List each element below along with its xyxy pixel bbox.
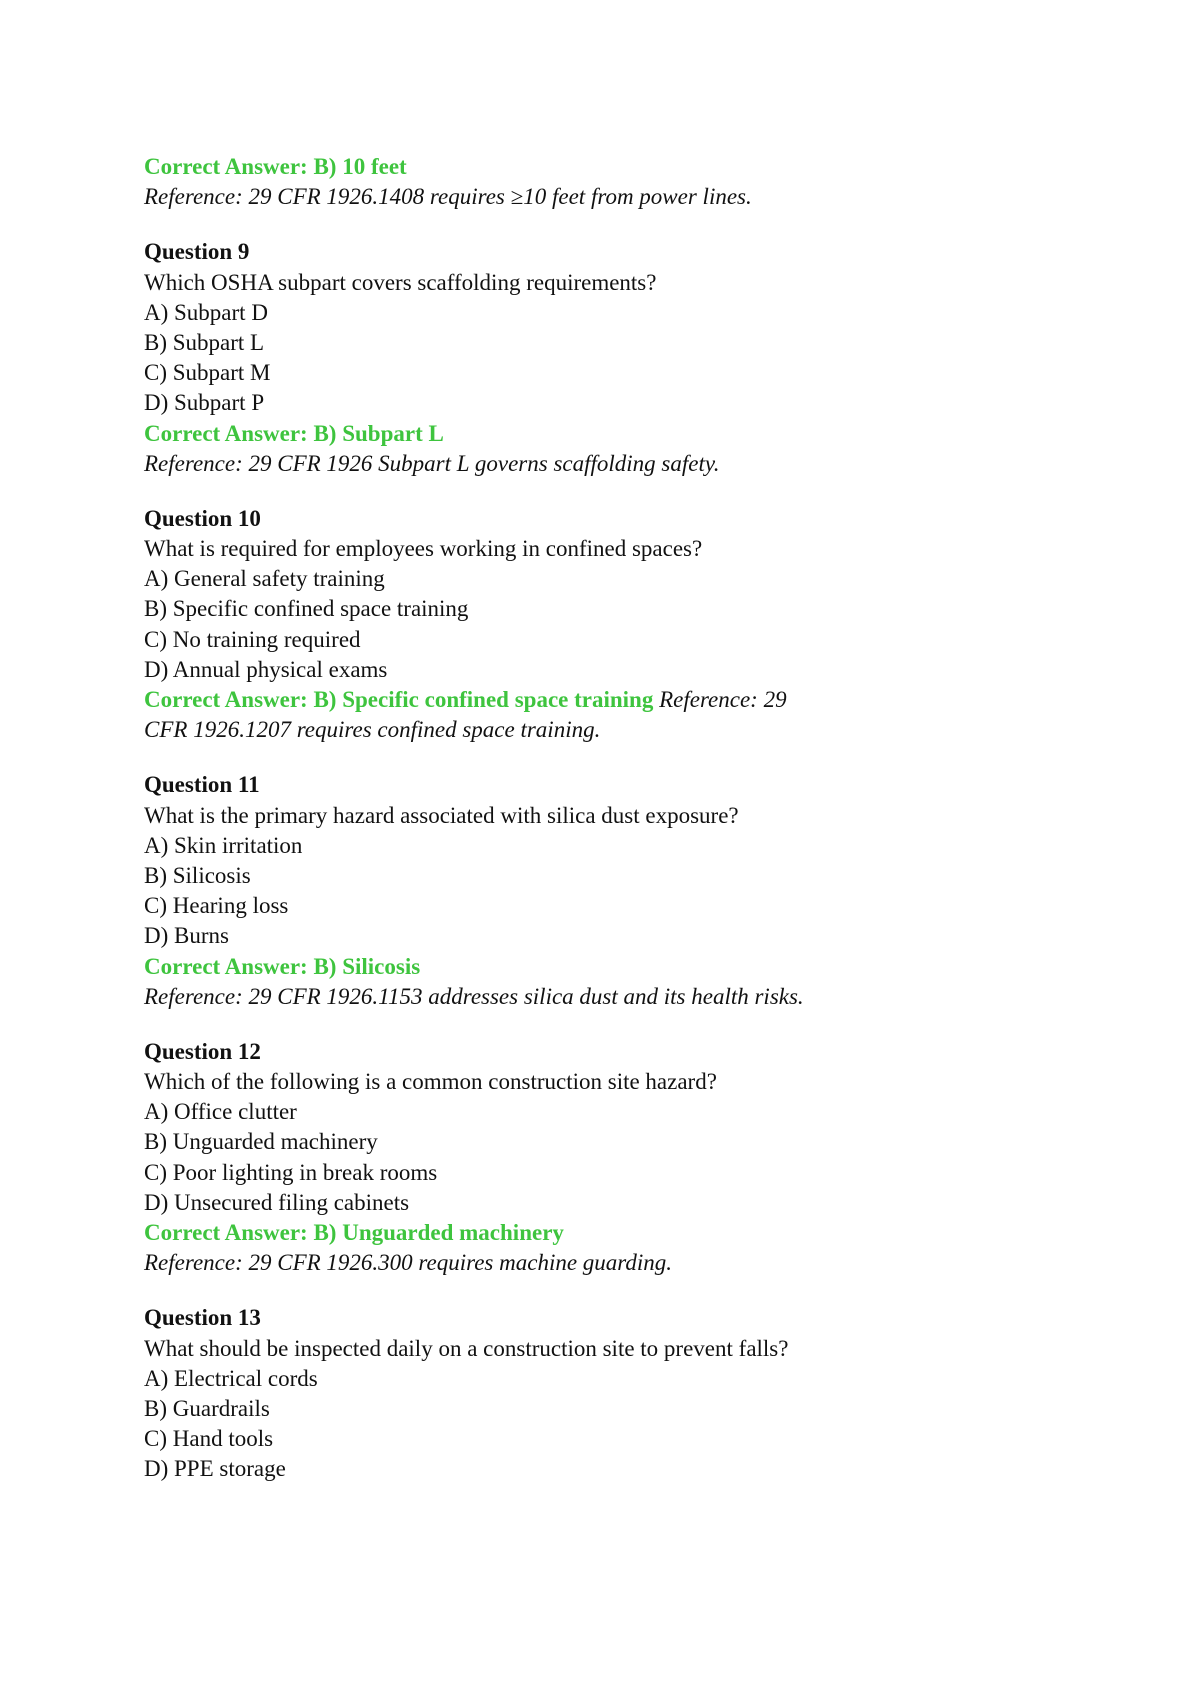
answer-option: A) General safety training [144, 566, 385, 592]
reference-note: Reference: 29 CFR 1926.300 requires machine guarding. [144, 1250, 673, 1276]
question-title: Question 11 [144, 772, 260, 798]
reference-note: Reference: 29 CFR 1926.1207 requires confined space training. [144, 687, 787, 743]
answer-and-reference [144, 685, 804, 745]
answer-option: C) Subpart M [144, 360, 271, 386]
answer-option: A) Skin irritation [144, 832, 303, 858]
question-block-11 [144, 770, 1044, 1012]
question-block-10 [144, 504, 1044, 746]
correct-answer: Correct Answer: B) Subpart L [144, 420, 444, 446]
question-block-12 [144, 1037, 1044, 1279]
spacer [144, 479, 1044, 504]
answer-option: D) Unsecured filing cabinets [144, 1189, 410, 1215]
question-title: Question 10 [144, 505, 261, 531]
answer-option: B) Silicosis [144, 862, 251, 888]
question-prompt: Which of the following is a common construction site hazard? [144, 1069, 717, 1095]
question-prompt: Which OSHA subpart covers scaffolding requirements? [144, 269, 657, 295]
answer-option: B) Specific confined space training [144, 596, 469, 622]
question-title: Question 12 [144, 1038, 261, 1064]
spacer [144, 1278, 1044, 1303]
correct-answer: Correct Answer: B) 10 feet [144, 154, 407, 179]
answer-option: D) Annual physical exams [144, 656, 388, 682]
answer-option: D) Burns [144, 923, 229, 949]
answer-option: B) Unguarded machinery [144, 1129, 378, 1155]
correct-answer: Correct Answer: B) Unguarded machinery [144, 1220, 564, 1246]
correct-answer: Correct Answer: B) Silicosis [144, 953, 421, 979]
answer-option: D) Subpart P [144, 390, 265, 416]
answer-option: A) Subpart D [144, 299, 268, 325]
question-block-9 [144, 237, 1044, 479]
answer-option: B) Guardrails [144, 1395, 270, 1421]
spacer [144, 1012, 1044, 1037]
question-prompt: What is required for employees working in confined spaces? [144, 536, 703, 562]
correct-answer: Correct Answer: B) Specific confined space training [144, 687, 654, 712]
spacer [144, 745, 1044, 770]
answer-option: A) Office clutter [144, 1099, 297, 1125]
answer-option: C) No training required [144, 626, 361, 652]
reference-note: Reference: 29 CFR 1926.1153 addresses silica dust and its health risks. [144, 983, 804, 1009]
answer-option: C) Hand tools [144, 1426, 274, 1452]
reference-note: Reference: 29 CFR 1926 Subpart L governs scaffolding safety. [144, 450, 720, 476]
document-content [144, 152, 1044, 1485]
question-prompt: What should be inspected daily on a construction site to prevent falls? [144, 1335, 789, 1361]
answer-option: D) PPE storage [144, 1456, 286, 1482]
answer-option: C) Hearing loss [144, 893, 289, 919]
answer-option: A) Electrical cords [144, 1365, 318, 1391]
answer-option: C) Poor lighting in break rooms [144, 1159, 438, 1185]
question-title: Question 13 [144, 1305, 261, 1331]
spacer [144, 212, 1044, 237]
answer-option: B) Subpart L [144, 329, 265, 355]
question-prompt: What is the primary hazard associated with silica dust exposure? [144, 802, 739, 828]
question-block-13 [144, 1303, 1044, 1484]
reference-note: Reference: 29 CFR 1926.1408 requires ≥10 feet from power lines. [144, 184, 752, 210]
question-title: Question 9 [144, 239, 250, 265]
